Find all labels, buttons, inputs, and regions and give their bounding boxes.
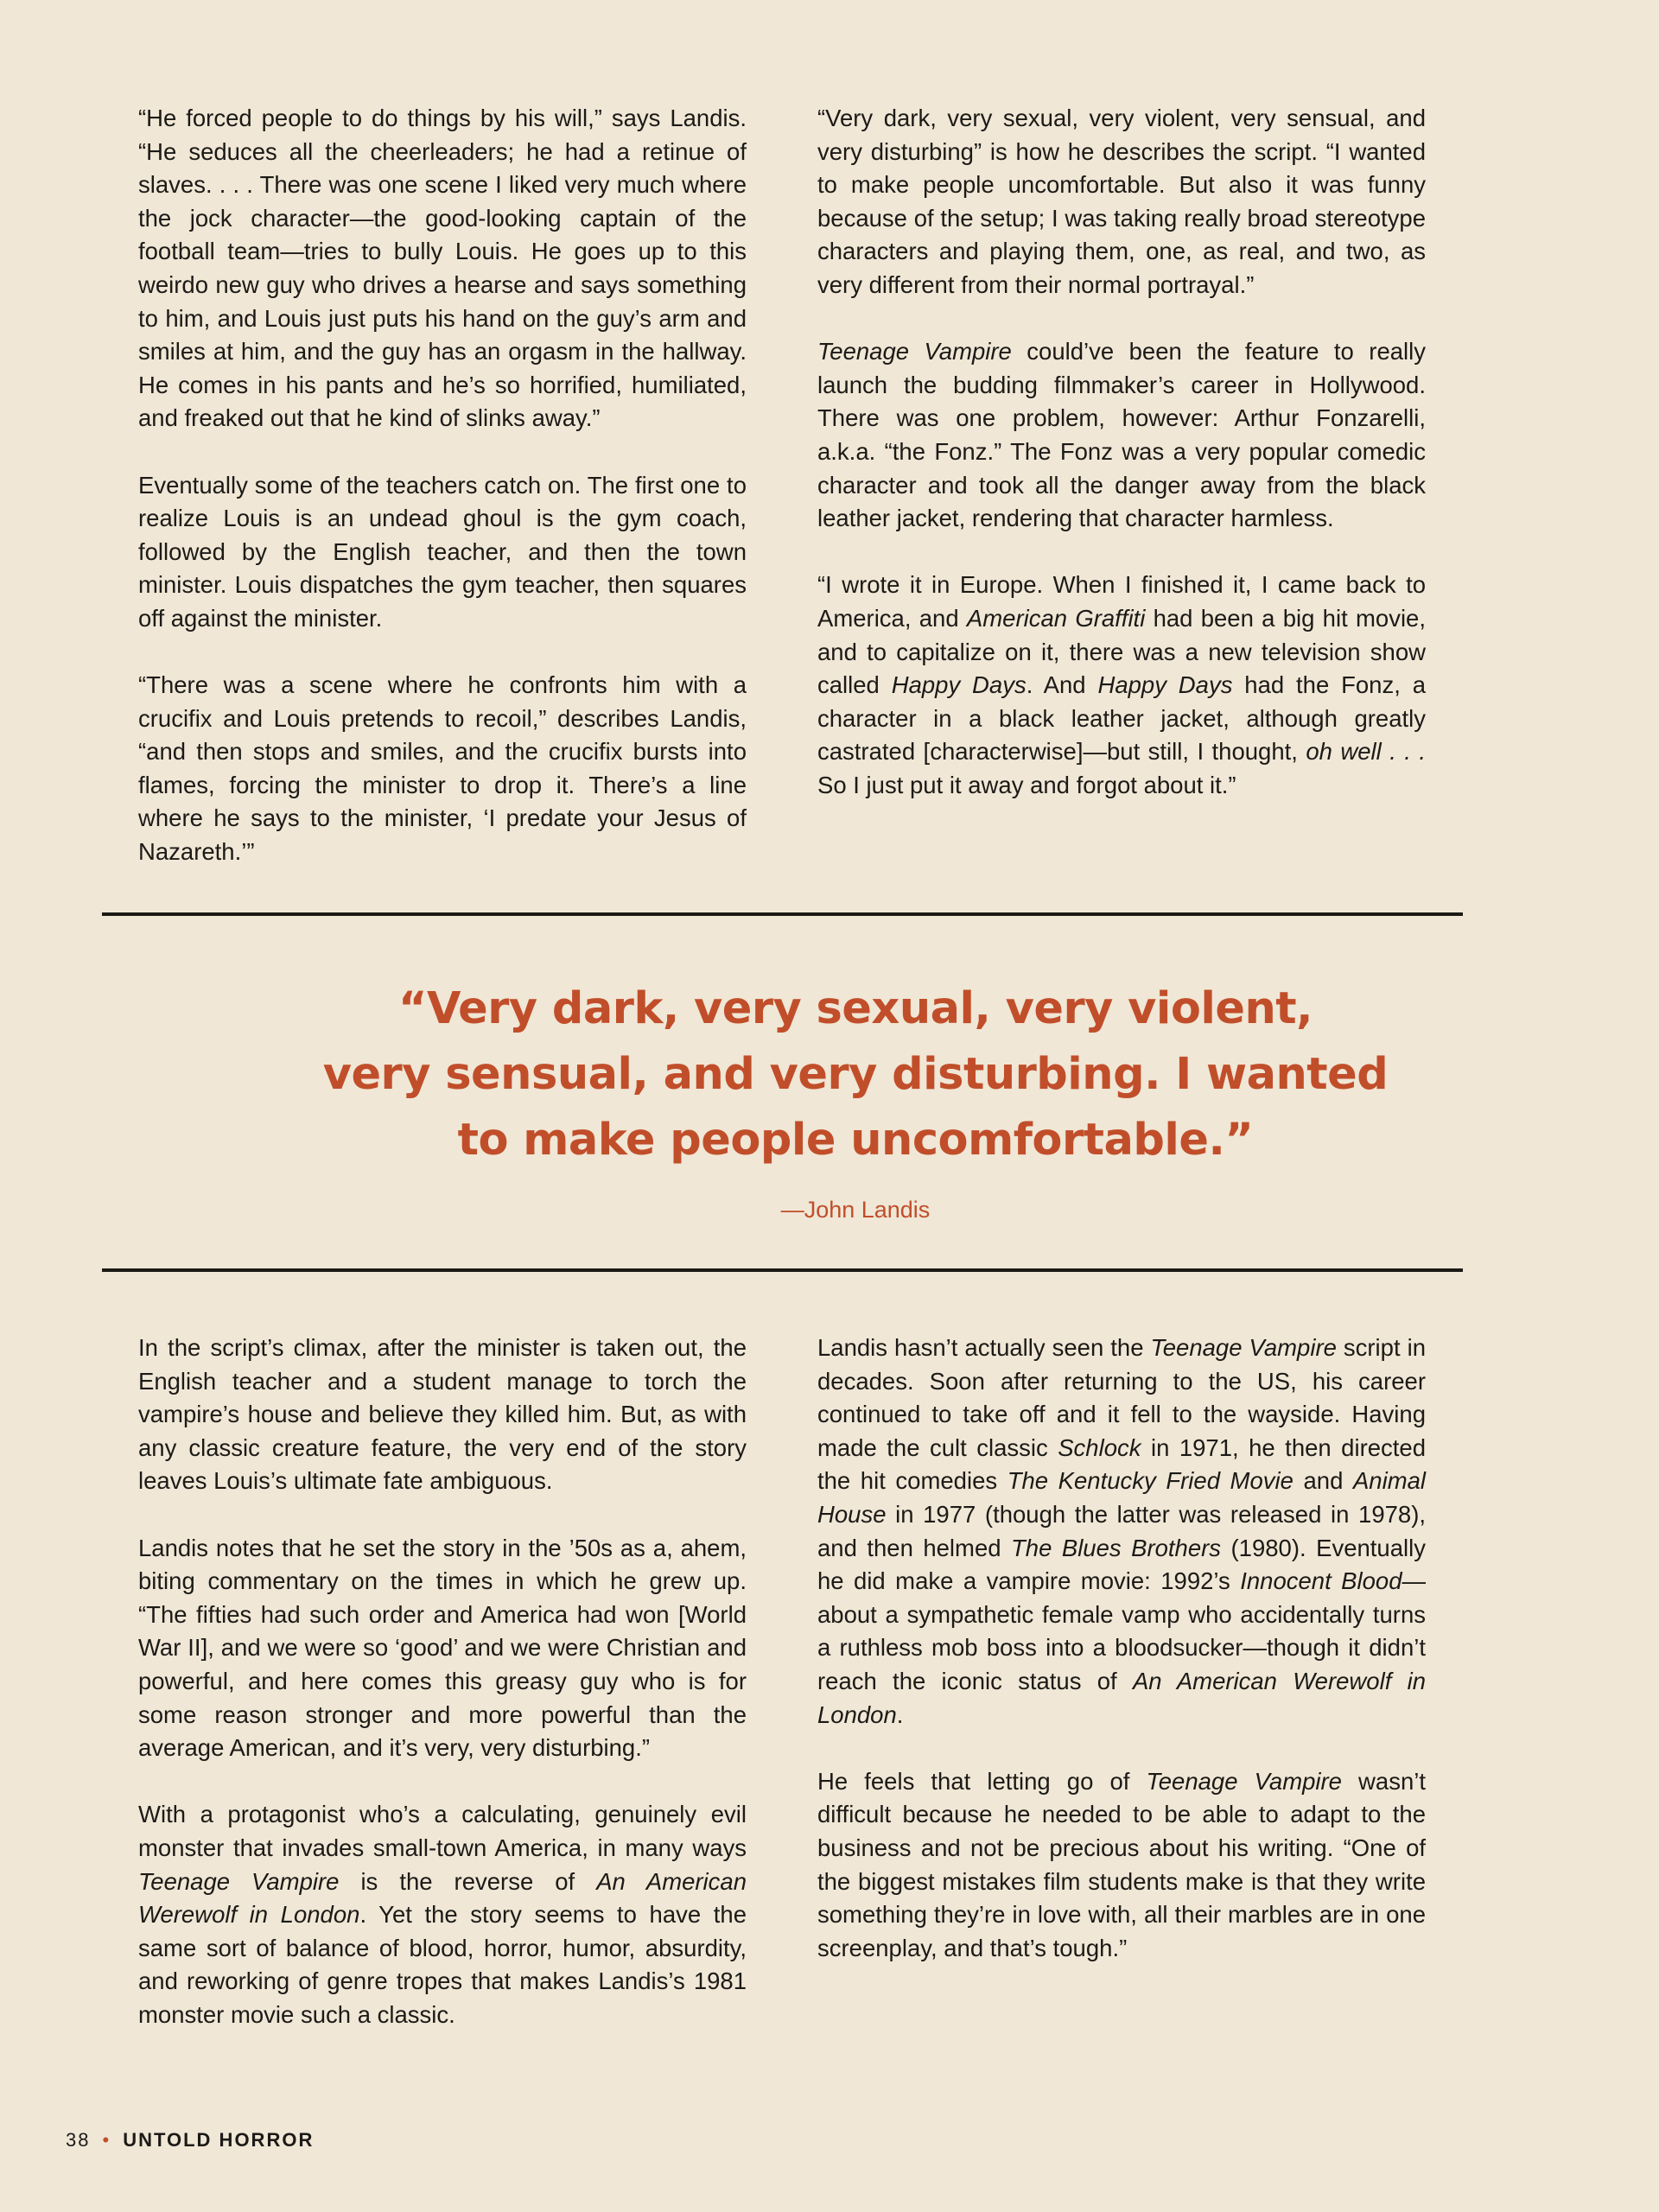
italic-title: Happy Days [1097, 671, 1233, 699]
italic-title: Schlock [1058, 1433, 1141, 1461]
running-title: UNTOLD HORROR [123, 2129, 315, 2151]
top-right-column [817, 102, 1426, 802]
italic-title: Teenage Vampire [817, 338, 1012, 365]
pull-quote-line: very sensual, and very disturbing. I wanted [322, 1049, 1389, 1100]
italic-title: Teenage Vampire [138, 1867, 340, 1895]
bottom-left-column [138, 1332, 747, 2031]
bottom-right-column [817, 1332, 1426, 1965]
paragraph: With a protagonist who’s a calculating, genuinely evil monster that invades small-town America, in many ways Teenage Vampire is the reverse of An American Werewolf in London. Yet the story seems to have the same sort of balance of blood, horror, humor, absurdity, and reworking of genre tropes that makes Landis’s 1981 monster movie such a classic. [138, 1801, 747, 2028]
paragraph: Eventually some of the teachers catch on. The first one to realize Louis is an undead ghoul is the gym coach, followed by the English teacher, and then the town minister. Louis dispatches the gym teacher, then squares off against the minister. [138, 471, 747, 632]
paragraph: “Very dark, very sexual, very violent, very sensual, and very disturbing” is how he describes the script. “I wanted to make people uncomfortable. But also it was funny because of the setup; I was taking really broad stereotype characters and playing them, one, as real, and two, as very different from their normal portrayal.” [817, 105, 1426, 298]
pull-quote-line: to make people uncomfortable.” [457, 1115, 1254, 1166]
italic-title: An American Werewolf in London [817, 1667, 1426, 1728]
italic-title: American Graffiti [966, 604, 1146, 632]
paragraph: “There was a scene where he confronts him with a crucifix and Louis pretends to recoil,” describes Landis, “and then stops and smiles, and the crucifix bursts into flames, forcing the minister to drop it. There’s a line where he says to the minister, ‘I predate your Jesus of Nazareth.’” [138, 671, 747, 866]
italic-title: Teenage Vampire [1146, 1767, 1342, 1795]
paragraph: Teenage Vampire could’ve been the feature to really launch the budding filmmaker’s career in Hollywood. There was one problem, however: Arthur Fonzarelli, a.k.a. “the Fonz.” The Fonz was a very popular comedic character and took all the danger away from the black leather jacket, rendering that character harmless. [817, 338, 1426, 532]
italic-title: Happy Days [891, 671, 1027, 699]
paragraph: He feels that letting go of Teenage Vampire wasn’t difficult because he needed to be able to adapt to the business and not be precious about his writing. “One of the biggest mistakes film students make is that they write something they’re in love with, all their marbles are in one screenplay, and that’s tough.” [817, 1767, 1427, 1961]
paragraph: Landis notes that he set the story in the ’50s as a, ahem, biting commentary on the times in which he grew up. “The fifties had such order and America had won [World War II], and we were so ‘good’ and we were Christian and powerful, and here comes this greasy guy who is for some reason stronger and more powerful than the average American, and it’s very, very disturbing.” [138, 1534, 747, 1762]
pull-quote-top-rule [102, 912, 1463, 916]
italic-title: Animal House [817, 1467, 1427, 1528]
page-number: 38 [66, 2129, 91, 2151]
pull-quote-attribution: —John Landis [780, 1197, 931, 1223]
paragraph: Landis hasn’t actually seen the Teenage Vampire script in decades. Soon after returning to the US, his career continued to take off and it fell to the wayside. Having made the cult classic Schlock in 1971, he then directed the hit comedies The Kentucky Fried Movie and Animal House in 1977 (though the latter was released in 1978), and then helmed The Blues Brothers (1980). Eventually he did make a vampire movie: 1992’s Innocent Blood—about a sympathetic female vamp who accidentally turns a ruthless mob boss into a bloodsucker—though it didn’t reach the iconic status of An American Werewolf in London. [817, 1334, 1427, 1728]
italic-title: oh well . . . [1306, 738, 1426, 766]
paragraph: In the script’s climax, after the minister is taken out, the English teacher and a student manage to torch the vampire’s house and believe they killed him. But, as with any classic creature feature, the very end of the story leaves Louis’s ultimate fate ambiguous. [138, 1334, 747, 1495]
italic-title: The Kentucky Fried Movie [1007, 1467, 1294, 1495]
italic-title: Teenage Vampire [1150, 1334, 1337, 1361]
italic-title: Innocent Blood [1240, 1567, 1402, 1595]
pull-quote-bottom-rule [102, 1268, 1463, 1272]
italic-title: An American Werewolf in London [138, 1867, 747, 1929]
pull-quote [138, 976, 1573, 1173]
top-left-column [138, 102, 747, 869]
paragraph: “He forced people to do things by his will,” says Landis. “He seduces all the cheerleaders; he had a retinue of slaves. . . . There was one scene I liked very much where the jock character—the good-looking captain of the football team—tries to bully Louis. He goes up to this weirdo new guy who drives a hearse and says something to him, and Louis just puts his hand on the guy’s arm and smiles at him, and the guy has an orgasm in the hallway. He comes in his pants and he’s so horrified, humiliated, and freaked out that he kind of slinks away.” [138, 105, 747, 432]
italic-title: The Blues Brothers [1011, 1534, 1222, 1561]
bullet-separator: • [102, 2129, 111, 2151]
paragraph: “I wrote it in Europe. When I finished it, I came back to America, and American Graffiti had been a big hit movie, and to capitalize on it, there was a new television show called Happy Days. And Happy Days had the Fonz, a character in a black leather jacket, although greatly castrated [characterwise]—but still, I thought, oh well . . . So I just put it away and forgot about it.” [817, 571, 1427, 798]
pull-quote-line: “Very dark, very sexual, very violent, [397, 983, 1313, 1034]
page-footer [66, 2129, 314, 2152]
